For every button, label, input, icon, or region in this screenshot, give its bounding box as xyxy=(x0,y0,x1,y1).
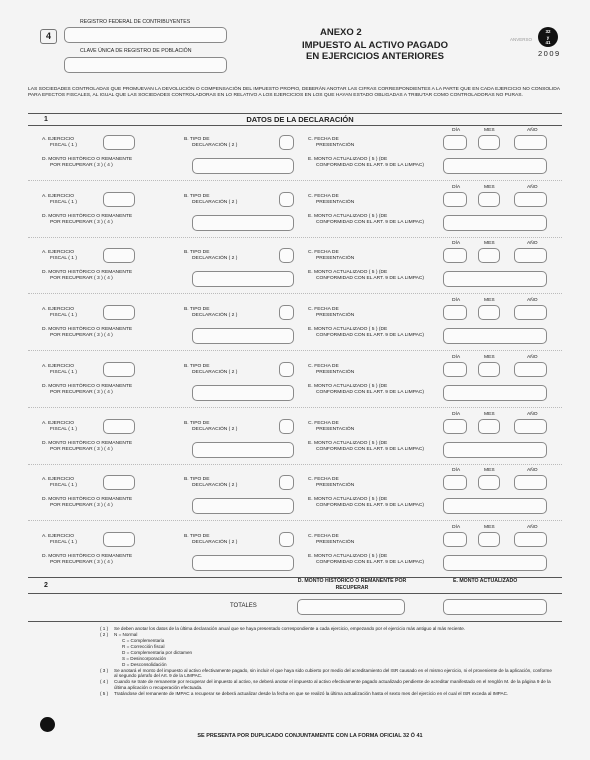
monto-historico-label: D. MONTO HISTÓRICO O REMANENTE xyxy=(42,157,133,162)
section1-top-rule xyxy=(28,113,562,114)
monto-actualizado-label: CONFORMIDAD CON EL ART. 9 DE LA LIMPAC) xyxy=(316,163,425,168)
note-item xyxy=(100,668,552,679)
fecha-anio-input[interactable] xyxy=(514,305,547,320)
fecha-presentacion-label: PRESENTACIÓN xyxy=(316,313,355,318)
monto-historico-label: POR RECUPERAR ( 3 ) ( 4 ) xyxy=(50,447,113,452)
tipo-declaracion-label: B. TIPO DE xyxy=(184,250,210,255)
fecha-dia-header: DÍA xyxy=(452,355,461,360)
row-divider xyxy=(28,464,562,465)
note-item xyxy=(100,644,552,650)
monto-actualizado-input[interactable] xyxy=(443,498,547,514)
registration-dot xyxy=(40,717,55,732)
fecha-mes-input[interactable] xyxy=(478,419,500,434)
fecha-mes-input[interactable] xyxy=(478,305,500,320)
tipo-declaracion-label: B. TIPO DE xyxy=(184,364,210,369)
note-text: D = Desconsolidación xyxy=(122,661,167,667)
row-divider xyxy=(28,180,562,181)
note-item xyxy=(100,626,552,632)
monto-actualizado-label: E. MONTO ACTUALIZADO ( 5 ) (DE xyxy=(308,497,388,502)
form-title: IMPUESTO AL ACTIVO PAGADO EN EJERCICIOS ANTERIORES xyxy=(301,40,449,62)
fecha-anio-input[interactable] xyxy=(514,192,547,207)
note-text: Se anotará el monto del impuesto al activo efectivamente pagado, sin incluir el que haya sido cubierto por medio del acreditamiento del ISR causado en el mismo ejercicio, ni el proveniente de la aplicación, conforme al segundo párrafo del Art. 9 de la LIMPAC. xyxy=(114,667,552,679)
tipo-declaracion-label: DECLARACIÓN ( 2 ) xyxy=(192,256,238,261)
monto-actualizado-label: CONFORMIDAD CON EL ART. 9 DE LA LIMPAC) xyxy=(316,333,425,338)
fecha-anio-input[interactable] xyxy=(514,135,547,150)
form-badge: 32 y 41 xyxy=(538,27,558,47)
fecha-anio-header: AÑO xyxy=(527,128,538,133)
monto-actualizado-label: E. MONTO ACTUALIZADO ( 5 ) (DE xyxy=(308,157,388,162)
fecha-presentacion-label: PRESENTACIÓN xyxy=(316,483,355,488)
note-item xyxy=(100,662,552,668)
fecha-mes-input[interactable] xyxy=(478,362,500,377)
fecha-anio-input[interactable] xyxy=(514,248,547,263)
fecha-dia-header: DÍA xyxy=(452,298,461,303)
note-text: Tratándose del remanente de IMPAC a recuperar se deberá actualizar desde la fecha en que se realizó la última actualización hasta el sexto mes del ejercicio en el cual el ISR exceda al IMPAC. xyxy=(114,691,509,697)
monto-actualizado-input[interactable] xyxy=(443,215,547,231)
rfc-input[interactable] xyxy=(64,27,227,43)
fecha-mes-input[interactable] xyxy=(478,475,500,490)
monto-historico-input[interactable] xyxy=(192,215,294,231)
curp-label: CLAVE ÚNICA DE REGISTRO DE POBLACIÓN xyxy=(80,48,192,54)
fecha-mes-input[interactable] xyxy=(478,192,500,207)
ejercicio-fiscal-label: FISCAL ( 1 ) xyxy=(50,143,77,148)
fecha-mes-header: MES xyxy=(484,298,495,303)
ejercicio-fiscal-label: A. EJERCICIO xyxy=(42,307,75,312)
tipo-declaracion-label: B. TIPO DE xyxy=(184,421,210,426)
note-text: N = Normal xyxy=(114,631,138,637)
fecha-dia-header: DÍA xyxy=(452,241,461,246)
fecha-mes-header: MES xyxy=(484,241,495,246)
fecha-anio-header: AÑO xyxy=(527,468,538,473)
fecha-dia-input[interactable] xyxy=(443,135,467,150)
monto-historico-label: D. MONTO HISTÓRICO O REMANENTE xyxy=(42,327,133,332)
ejercicio-fiscal-input[interactable] xyxy=(103,135,135,150)
tipo-declaracion-label: DECLARACIÓN ( 2 ) xyxy=(192,313,238,318)
monto-historico-label: POR RECUPERAR ( 3 ) ( 4 ) xyxy=(50,220,113,225)
ejercicio-fiscal-input[interactable] xyxy=(103,248,135,263)
monto-actualizado-input[interactable] xyxy=(443,158,547,174)
ejercicio-fiscal-label: A. EJERCICIO xyxy=(42,194,75,199)
section1-title: DATOS DE LA DECLARACIÓN xyxy=(246,115,354,124)
fecha-presentacion-label: C. FECHA DE xyxy=(308,421,339,426)
tipo-declaracion-input[interactable] xyxy=(279,192,294,207)
ejercicio-fiscal-input[interactable] xyxy=(103,475,135,490)
fecha-anio-header: AÑO xyxy=(527,298,538,303)
ejercicio-fiscal-input[interactable] xyxy=(103,305,135,320)
row-divider xyxy=(28,407,562,408)
ejercicio-fiscal-input[interactable] xyxy=(103,532,135,547)
monto-historico-input[interactable] xyxy=(192,385,294,401)
monto-historico-label: D. MONTO HISTÓRICO O REMANENTE xyxy=(42,441,133,446)
tipo-declaracion-input[interactable] xyxy=(279,362,294,377)
ejercicio-fiscal-input[interactable] xyxy=(103,362,135,377)
fecha-anio-input[interactable] xyxy=(514,419,547,434)
fecha-dia-header: DÍA xyxy=(452,525,461,530)
fecha-mes-header: MES xyxy=(484,355,495,360)
fecha-anio-input[interactable] xyxy=(514,362,547,377)
fecha-presentacion-label: C. FECHA DE xyxy=(308,534,339,539)
monto-actualizado-label: E. MONTO ACTUALIZADO ( 5 ) (DE xyxy=(308,270,388,275)
fecha-mes-input[interactable] xyxy=(478,135,500,150)
row-divider xyxy=(28,293,562,294)
monto-historico-input[interactable] xyxy=(192,555,294,571)
tipo-declaracion-input[interactable] xyxy=(279,248,294,263)
monto-actualizado-label: E. MONTO ACTUALIZADO ( 5 ) (DE xyxy=(308,441,388,446)
monto-actualizado-label: CONFORMIDAD CON EL ART. 9 DE LA LIMPAC) xyxy=(316,390,425,395)
monto-actualizado-label: CONFORMIDAD CON EL ART. 9 DE LA LIMPAC) xyxy=(316,220,425,225)
monto-historico-label: POR RECUPERAR ( 3 ) ( 4 ) xyxy=(50,503,113,508)
fecha-dia-header: DÍA xyxy=(452,468,461,473)
tipo-declaracion-label: DECLARACIÓN ( 2 ) xyxy=(192,200,238,205)
fecha-dia-input[interactable] xyxy=(443,362,467,377)
note-text: R = Corrección fiscal xyxy=(122,643,165,649)
tipo-declaracion-label: DECLARACIÓN ( 2 ) xyxy=(192,540,238,545)
fecha-dia-input[interactable] xyxy=(443,475,467,490)
fecha-dia-input[interactable] xyxy=(443,419,467,434)
ejercicio-fiscal-label: FISCAL ( 1 ) xyxy=(50,313,77,318)
note-number: ( 3 ) xyxy=(100,667,109,673)
fecha-dia-header: DÍA xyxy=(452,128,461,133)
section2-end-rule xyxy=(28,621,562,622)
monto-actualizado-input[interactable] xyxy=(443,271,547,287)
tipo-declaracion-input[interactable] xyxy=(279,135,294,150)
tipo-declaracion-input[interactable] xyxy=(279,532,294,547)
fecha-dia-header: DÍA xyxy=(452,185,461,190)
fecha-anio-input[interactable] xyxy=(514,532,547,547)
monto-historico-label: POR RECUPERAR ( 3 ) ( 4 ) xyxy=(50,163,113,168)
monto-actualizado-input[interactable] xyxy=(443,328,547,344)
ejercicio-fiscal-label: FISCAL ( 1 ) xyxy=(50,483,77,488)
fecha-dia-input[interactable] xyxy=(443,305,467,320)
fecha-presentacion-label: C. FECHA DE xyxy=(308,477,339,482)
note-number: ( 1 ) xyxy=(100,626,109,631)
section1-number: 1 xyxy=(44,116,48,123)
note-number: ( 5 ) xyxy=(100,691,109,697)
monto-historico-label: D. MONTO HISTÓRICO O REMANENTE xyxy=(42,214,133,219)
notes xyxy=(100,626,552,697)
monto-historico-label: POR RECUPERAR ( 3 ) ( 4 ) xyxy=(50,276,113,281)
monto-historico-label: POR RECUPERAR ( 3 ) ( 4 ) xyxy=(50,333,113,338)
fecha-presentacion-label: C. FECHA DE xyxy=(308,137,339,142)
monto-historico-input[interactable] xyxy=(192,498,294,514)
tipo-declaracion-input[interactable] xyxy=(279,419,294,434)
ejercicio-fiscal-label: FISCAL ( 1 ) xyxy=(50,540,77,545)
row-divider xyxy=(28,520,562,521)
monto-historico-label: D. MONTO HISTÓRICO O REMANENTE xyxy=(42,270,133,275)
fecha-presentacion-label: C. FECHA DE xyxy=(308,364,339,369)
monto-actualizado-label: CONFORMIDAD CON EL ART. 9 DE LA LIMPAC) xyxy=(316,276,425,281)
tipo-declaracion-label: B. TIPO DE xyxy=(184,194,210,199)
section2-col-d-header: D. MONTO HISTÓRICO O REMANENTE POR RECUPERAR xyxy=(297,578,407,591)
monto-historico-label: D. MONTO HISTÓRICO O REMANENTE xyxy=(42,497,133,502)
note-text: D = Complementaria por dictamen xyxy=(122,649,193,655)
note-item xyxy=(100,632,552,638)
fecha-dia-input[interactable] xyxy=(443,532,467,547)
fecha-mes-input[interactable] xyxy=(478,248,500,263)
tipo-declaracion-label: B. TIPO DE xyxy=(184,307,210,312)
monto-actualizado-input[interactable] xyxy=(443,555,547,571)
monto-actualizado-input[interactable] xyxy=(443,442,547,458)
fecha-dia-input[interactable] xyxy=(443,248,467,263)
fecha-dia-input[interactable] xyxy=(443,192,467,207)
fecha-dia-header: DÍA xyxy=(452,412,461,417)
tipo-declaracion-label: DECLARACIÓN ( 2 ) xyxy=(192,483,238,488)
monto-historico-label: POR RECUPERAR ( 3 ) ( 4 ) xyxy=(50,560,113,565)
fecha-anio-header: AÑO xyxy=(527,355,538,360)
fecha-presentacion-label: PRESENTACIÓN xyxy=(316,200,355,205)
monto-historico-input[interactable] xyxy=(192,328,294,344)
fecha-anio-input[interactable] xyxy=(514,475,547,490)
fecha-anio-header: AÑO xyxy=(527,185,538,190)
section2-bottom-rule xyxy=(28,593,562,594)
ejercicio-fiscal-label: FISCAL ( 1 ) xyxy=(50,427,77,432)
note-text: Se deben anotar los datos de la última declaración anual que se haya presentado correspondiente a cada ejercicio, empezando por el ejercicio más antiguo al más reciente. xyxy=(114,626,466,631)
fecha-mes-header: MES xyxy=(484,468,495,473)
tipo-declaracion-label: DECLARACIÓN ( 2 ) xyxy=(192,143,238,148)
section2-col-e-header: E. MONTO ACTUALIZADO xyxy=(453,578,518,584)
ejercicio-fiscal-label: A. EJERCICIO xyxy=(42,137,75,142)
fecha-mes-header: MES xyxy=(484,412,495,417)
note-text: S = Desincorporación xyxy=(122,655,167,661)
ejercicio-fiscal-label: FISCAL ( 1 ) xyxy=(50,370,77,375)
monto-actualizado-label: CONFORMIDAD CON EL ART. 9 DE LA LIMPAC) xyxy=(316,503,425,508)
row-divider xyxy=(28,237,562,238)
fecha-presentacion-label: PRESENTACIÓN xyxy=(316,256,355,261)
form-number: 4 xyxy=(40,29,57,44)
monto-actualizado-label: CONFORMIDAD CON EL ART. 9 DE LA LIMPAC) xyxy=(316,560,425,565)
ejercicio-fiscal-label: FISCAL ( 1 ) xyxy=(50,200,77,205)
fecha-anio-header: AÑO xyxy=(527,241,538,246)
monto-historico-input[interactable] xyxy=(192,442,294,458)
ejercicio-fiscal-label: A. EJERCICIO xyxy=(42,421,75,426)
fecha-mes-header: MES xyxy=(484,185,495,190)
tipo-declaracion-label: B. TIPO DE xyxy=(184,477,210,482)
monto-actualizado-label: E. MONTO ACTUALIZADO ( 5 ) (DE xyxy=(308,384,388,389)
side-label: ANVERSO xyxy=(510,37,533,42)
note-item xyxy=(100,650,552,656)
tipo-declaracion-label: B. TIPO DE xyxy=(184,137,210,142)
fecha-presentacion-label: C. FECHA DE xyxy=(308,194,339,199)
monto-actualizado-label: E. MONTO ACTUALIZADO ( 5 ) (DE xyxy=(308,327,388,332)
fecha-presentacion-label: C. FECHA DE xyxy=(308,307,339,312)
curp-input[interactable] xyxy=(64,57,227,73)
monto-historico-label: POR RECUPERAR ( 3 ) ( 4 ) xyxy=(50,390,113,395)
monto-historico-label: D. MONTO HISTÓRICO O REMANENTE xyxy=(42,554,133,559)
tipo-declaracion-label: DECLARACIÓN ( 2 ) xyxy=(192,370,238,375)
monto-actualizado-label: CONFORMIDAD CON EL ART. 9 DE LA LIMPAC) xyxy=(316,447,425,452)
note-item xyxy=(100,679,552,690)
totales-label: TOTALES xyxy=(230,603,257,609)
monto-actualizado-label: E. MONTO ACTUALIZADO ( 5 ) (DE xyxy=(308,554,388,559)
note-item xyxy=(100,656,552,662)
fecha-presentacion-label: C. FECHA DE xyxy=(308,250,339,255)
ejercicio-fiscal-input[interactable] xyxy=(103,192,135,207)
fecha-mes-header: MES xyxy=(484,128,495,133)
tipo-declaracion-input[interactable] xyxy=(279,475,294,490)
ejercicio-fiscal-label: FISCAL ( 1 ) xyxy=(50,256,77,261)
intro-text: LAS SOCIEDADES CONTROLADAS QUE PROMUEVAN LA DEVOLUCIÓN O COMPENSACIÓN DEL IMPUESTO PROPIO, DEBERÁN ANOTAR LAS CIFRAS CORRESPONDIENTES A LA PARTE QUE EN CADA EJERCICIO NO CONSOLIDA PARA EFECTOS FISCALES, AL IGUAL QUE LAS SOCIEDADES CONTROLADORAS EN LO RELATIVO A LOS EJERCICIOS EN LOS QUE HAYAN ESTADO OBLIGADAS A TRIBUTAR COMO CONTROLADORAS NO PURAS. xyxy=(28,87,560,99)
note-item xyxy=(100,638,552,644)
section1-bottom-rule xyxy=(28,125,562,126)
monto-historico-label: D. MONTO HISTÓRICO O REMANENTE xyxy=(42,384,133,389)
fecha-presentacion-label: PRESENTACIÓN xyxy=(316,370,355,375)
monto-historico-input[interactable] xyxy=(192,158,294,174)
ejercicio-fiscal-label: A. EJERCICIO xyxy=(42,477,75,482)
fecha-anio-header: AÑO xyxy=(527,525,538,530)
anexo-title: ANEXO 2 xyxy=(320,27,362,38)
fecha-anio-header: AÑO xyxy=(527,412,538,417)
note-item xyxy=(100,691,552,697)
monto-actualizado-input[interactable] xyxy=(443,385,547,401)
note-number: ( 2 ) xyxy=(100,631,109,637)
note-text: C = Complementaria xyxy=(122,637,165,643)
form-year: 2009 xyxy=(538,49,561,58)
fecha-presentacion-label: PRESENTACIÓN xyxy=(316,427,355,432)
tipo-declaracion-label: DECLARACIÓN ( 2 ) xyxy=(192,427,238,432)
note-text: Cuando se trate de remanente por recuperar del impuesto al activo, se deberá anotar el impuesto al activo efectivamente pagado actualizado pendiente de acreditar manifestado en el renglón M. de la página 9 de la última aplicación o recuperación efectuada. xyxy=(114,679,551,691)
note-number: ( 4 ) xyxy=(100,679,109,685)
fecha-presentacion-label: PRESENTACIÓN xyxy=(316,143,355,148)
total-monto-actualizado-input[interactable] xyxy=(443,599,547,615)
fecha-presentacion-label: PRESENTACIÓN xyxy=(316,540,355,545)
tipo-declaracion-label: B. TIPO DE xyxy=(184,534,210,539)
footer-text: SE PRESENTA POR DUPLICADO CONJUNTAMENTE CON LA FORMA OFICIAL 32 Ó 41 xyxy=(197,733,423,739)
ejercicio-fiscal-label: A. EJERCICIO xyxy=(42,534,75,539)
rfc-label: REGISTRO FEDERAL DE CONTRIBUYENTES xyxy=(80,19,191,25)
section2-number: 2 xyxy=(44,582,48,589)
ejercicio-fiscal-label: A. EJERCICIO xyxy=(42,364,75,369)
ejercicio-fiscal-label: A. EJERCICIO xyxy=(42,250,75,255)
row-divider xyxy=(28,350,562,351)
total-monto-historico-input[interactable] xyxy=(297,599,405,615)
monto-actualizado-label: E. MONTO ACTUALIZADO ( 5 ) (DE xyxy=(308,214,388,219)
fecha-mes-input[interactable] xyxy=(478,532,500,547)
fecha-mes-header: MES xyxy=(484,525,495,530)
monto-historico-input[interactable] xyxy=(192,271,294,287)
ejercicio-fiscal-input[interactable] xyxy=(103,419,135,434)
tipo-declaracion-input[interactable] xyxy=(279,305,294,320)
